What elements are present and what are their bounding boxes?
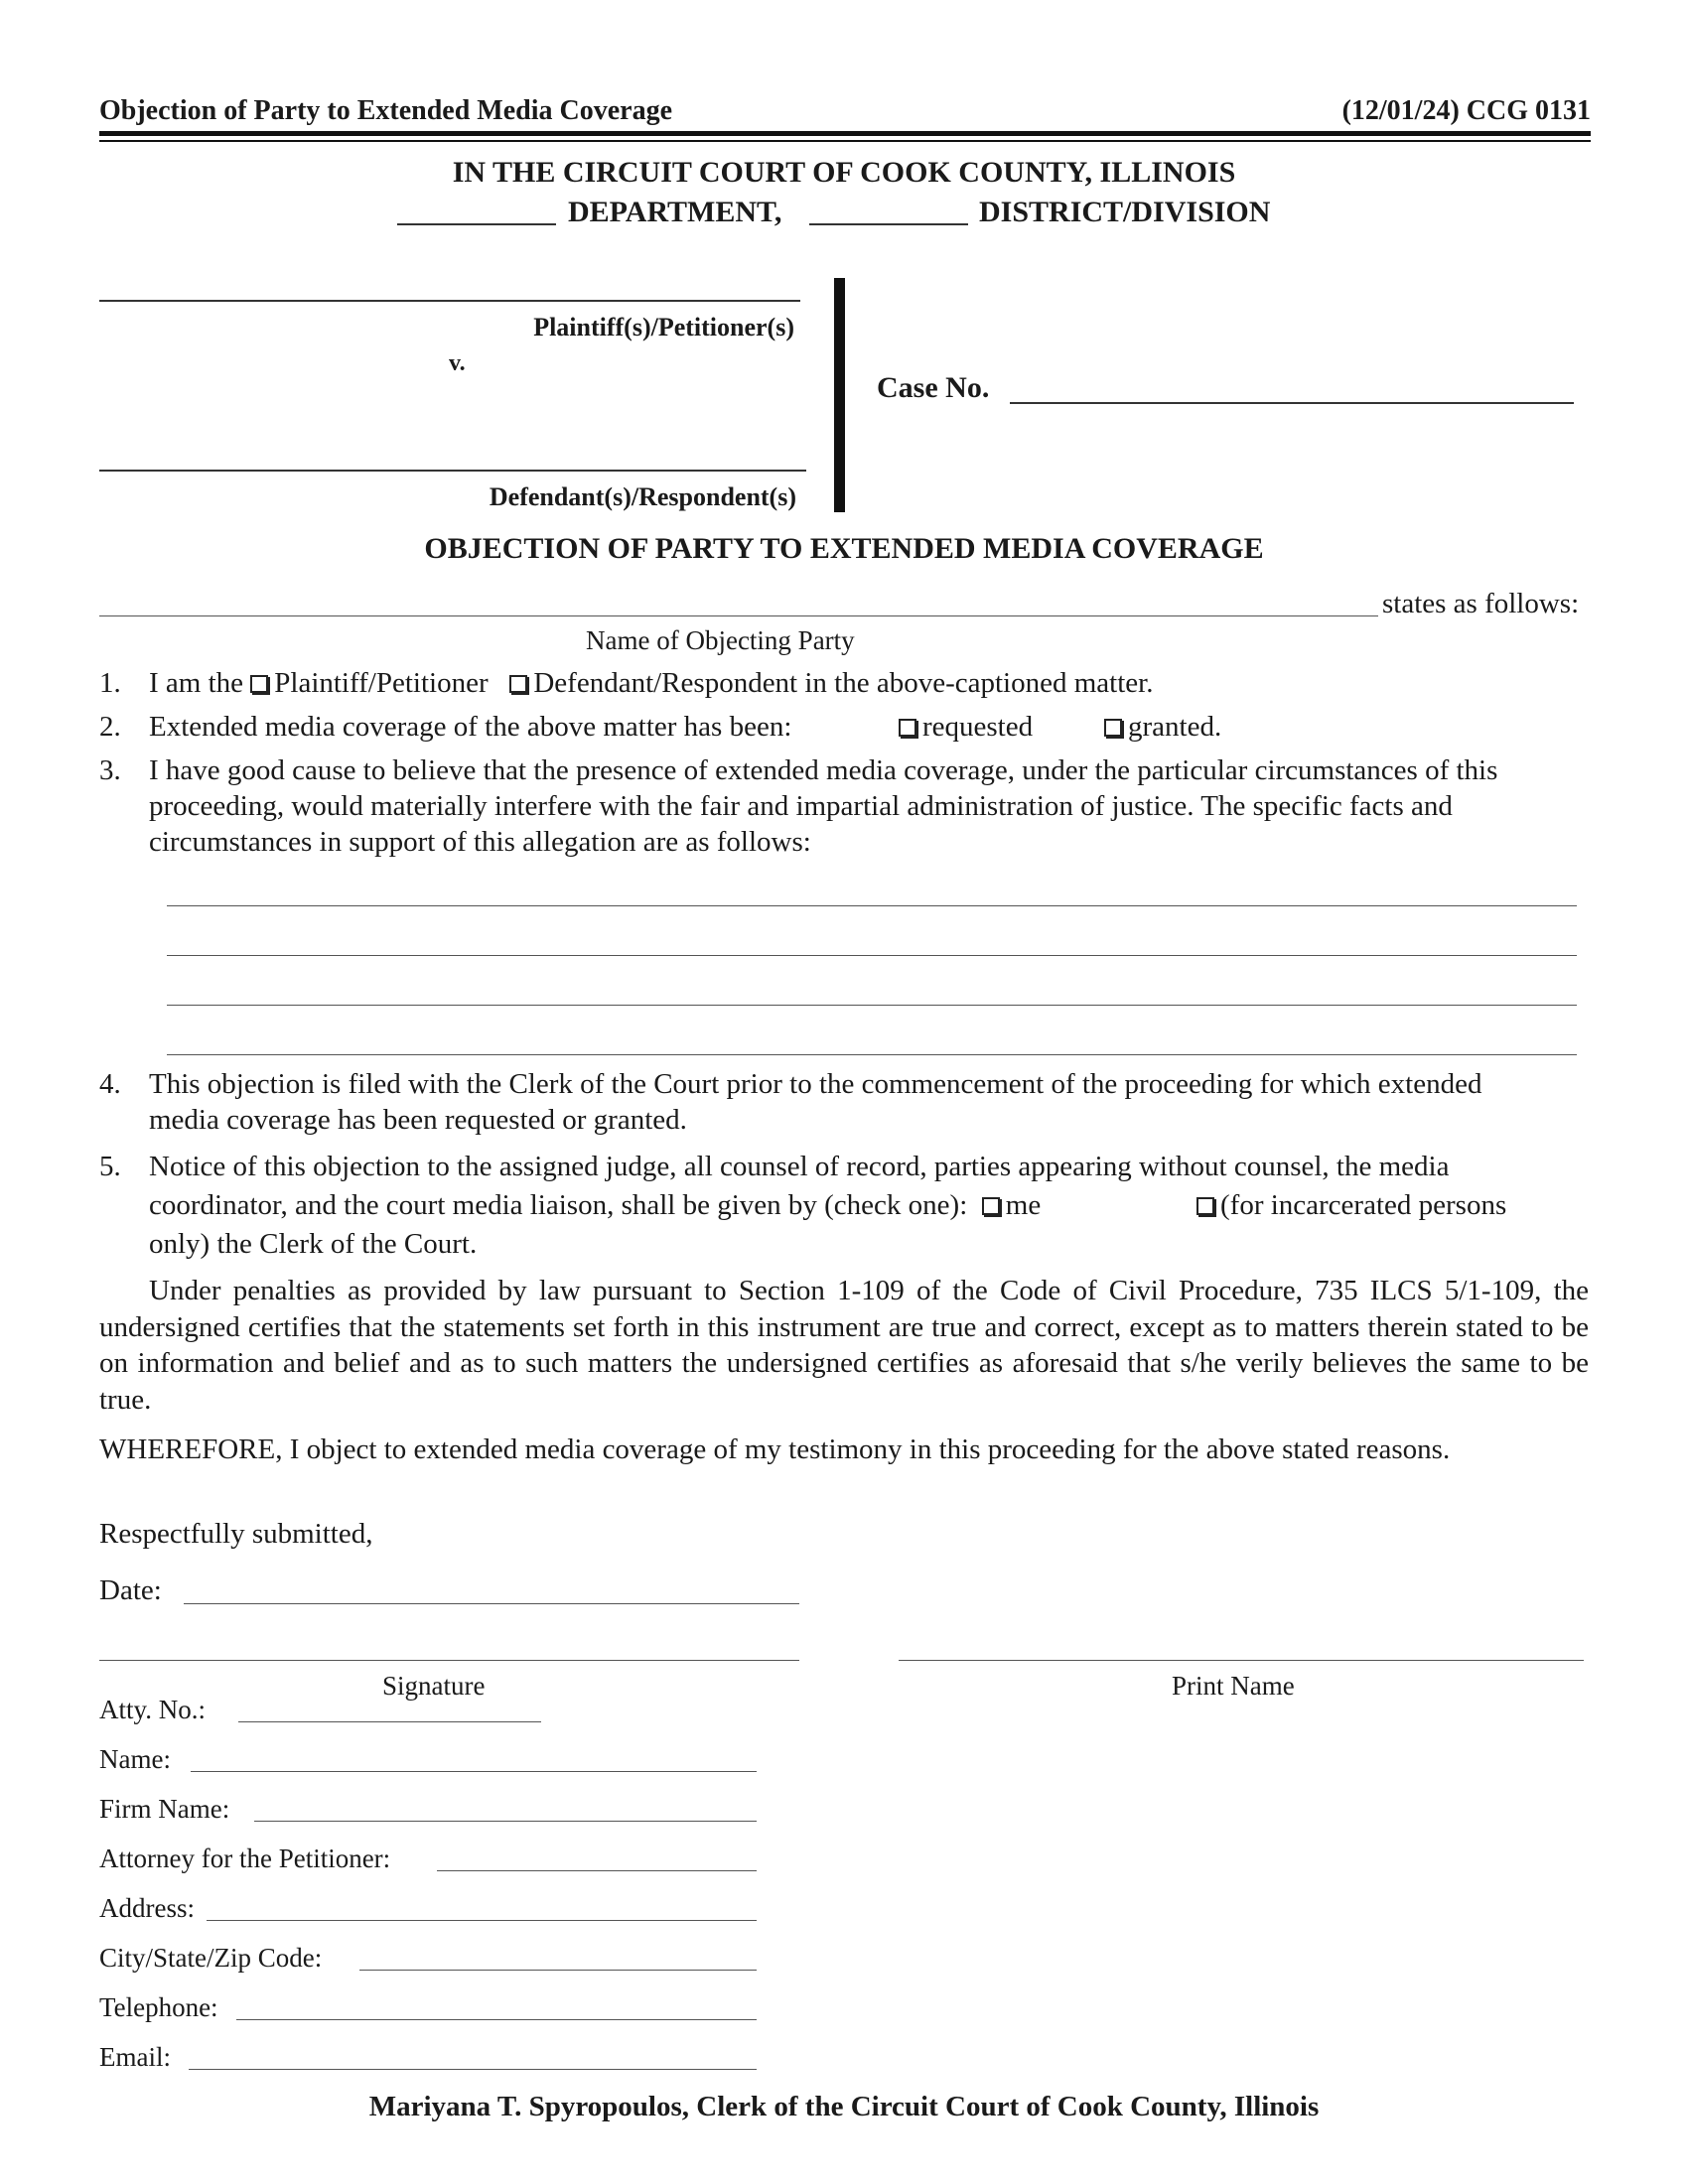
city-state-zip-label: City/State/Zip Code: — [99, 1943, 323, 1973]
telephone-field[interactable] — [236, 2019, 757, 2020]
item-5-line-2 — [149, 1187, 1041, 1223]
email-label: Email: — [99, 2042, 171, 2072]
firm-name-label: Firm Name: — [99, 1794, 230, 1824]
name-field[interactable] — [191, 1771, 757, 1772]
print-name-field[interactable] — [899, 1660, 1584, 1661]
item-1 — [149, 665, 1153, 701]
checkbox-granted-label: granted. — [1128, 711, 1222, 743]
checkbox-clerk-label: (for incarcerated persons — [1220, 1189, 1507, 1221]
checkbox-plaintiff-label: Plaintiff/Petitioner — [274, 667, 489, 699]
plaintiff-name-line[interactable] — [99, 300, 800, 302]
attorney-for-label: Attorney for the Petitioner: — [99, 1843, 391, 1873]
telephone-label: Telephone: — [99, 1992, 218, 2022]
objecting-party-name-field[interactable] — [99, 615, 1378, 616]
item-4-number: 4. — [99, 1068, 121, 1100]
checkbox-me[interactable] — [982, 1197, 1000, 1215]
checkbox-requested[interactable] — [899, 719, 916, 737]
atty-no-label: Atty. No.: — [99, 1695, 206, 1724]
date-label: Date: — [99, 1574, 162, 1606]
item-2-number: 2. — [99, 711, 121, 743]
item-2-prefix: Extended media coverage of the above matter has been: — [149, 711, 792, 743]
court-name: IN THE CIRCUIT COURT OF COOK COUNTY, ILLINOIS — [452, 156, 1236, 189]
item-2-option-requested — [899, 709, 1033, 745]
footer-clerk: Mariyana T. Spyropoulos, Clerk of the Circuit Court of Cook County, Illinois — [368, 2091, 1320, 2122]
email-field[interactable] — [189, 2069, 757, 2070]
header-rule-thick — [99, 131, 1591, 136]
objecting-party-caption: Name of Objecting Party — [586, 625, 855, 655]
address-field[interactable] — [207, 1920, 757, 1921]
date-field[interactable] — [184, 1603, 799, 1604]
caption-divider-bar — [834, 278, 845, 512]
firm-name-field[interactable] — [254, 1821, 757, 1822]
address-label: Address: — [99, 1893, 195, 1923]
form-code: (12/01/24) CCG 0131 — [1341, 95, 1591, 126]
facts-line-1[interactable] — [167, 905, 1577, 906]
item-4-text: This objection is filed with the Clerk of the Court prior to the commencement of the proceeding for which extended media coverage has been requested or granted. — [149, 1068, 1482, 1136]
header-rule-thin — [99, 140, 1591, 142]
print-name-label: Print Name — [1172, 1671, 1295, 1701]
checkbox-me-label: me — [1005, 1189, 1042, 1221]
plaintiff-label: Plaintiff(s)/Petitioner(s) — [533, 313, 794, 341]
signature-field[interactable] — [99, 1660, 799, 1661]
respectfully-submitted: Respectfully submitted, — [99, 1518, 373, 1550]
item-5-option-clerk — [1196, 1187, 1506, 1223]
item-2-option-granted — [1104, 709, 1221, 745]
item-1-number: 1. — [99, 667, 121, 699]
checkbox-defendant[interactable] — [509, 675, 527, 693]
atty-no-field[interactable] — [238, 1721, 541, 1722]
checkbox-defendant-label: Defendant/Respondent in the above-captioned matter. — [533, 667, 1154, 699]
document-title: OBJECTION OF PARTY TO EXTENDED MEDIA COVERAGE — [424, 532, 1264, 565]
versus-label: v. — [449, 350, 466, 376]
item-1-prefix: I am the — [149, 667, 244, 699]
checkbox-plaintiff[interactable] — [250, 675, 268, 693]
checkbox-requested-label: requested — [922, 711, 1034, 743]
city-state-zip-field[interactable] — [359, 1970, 757, 1971]
states-as-follows: states as follows: — [1382, 588, 1580, 619]
case-no-label: Case No. — [877, 371, 990, 404]
signature-label: Signature — [382, 1671, 486, 1701]
form-header-title: Objection of Party to Extended Media Coverage — [99, 95, 672, 126]
defendant-name-line[interactable] — [99, 470, 806, 472]
district-blank[interactable] — [809, 223, 968, 225]
checkbox-clerk[interactable] — [1196, 1197, 1214, 1215]
attorney-for-field[interactable] — [437, 1870, 757, 1871]
item-5-line-2-prefix: coordinator, and the court media liaison, shall be given by (check one): — [149, 1189, 968, 1221]
facts-line-4[interactable] — [167, 1054, 1577, 1055]
department-blank[interactable] — [397, 223, 556, 225]
name-label: Name: — [99, 1744, 171, 1774]
facts-line-3[interactable] — [167, 1005, 1577, 1006]
department-label: DEPARTMENT, — [568, 196, 782, 228]
item-3-text: I have good cause to believe that the presence of extended media coverage, under the particular circumstances of this proceeding, would materially interfere with the fair and impartial administration of justice. The specific facts and circumstances in support of this allegation are as follows: — [149, 754, 1498, 858]
facts-line-2[interactable] — [167, 955, 1577, 956]
defendant-label: Defendant(s)/Respondent(s) — [489, 482, 796, 511]
item-5-number: 5. — [99, 1151, 121, 1182]
case-no-field[interactable] — [1010, 402, 1574, 404]
wherefore-paragraph: WHEREFORE, I object to extended media coverage of my testimony in this proceeding for the above stated reasons. — [99, 1433, 1451, 1465]
item-3-number: 3. — [99, 754, 121, 786]
checkbox-granted[interactable] — [1104, 719, 1122, 737]
district-label: DISTRICT/DIVISION — [979, 196, 1271, 228]
certification-paragraph: Under penalties as provided by law pursuant to Section 1-109 of the Code of Civil Procedure, 735 ILCS 5/1-109, the undersigned certifies that the statements set forth in this instrument are true and correct, except as to matters therein stated to be on information and belief and as to such matters the undersigned certifies as aforesaid that s/he verily believes the same to be true. — [99, 1275, 1589, 1416]
item-5-line-3: only) the Clerk of the Court. — [149, 1228, 478, 1260]
item-5-line-1: Notice of this objection to the assigned judge, all counsel of record, parties appearing without counsel, the media — [149, 1151, 1450, 1182]
